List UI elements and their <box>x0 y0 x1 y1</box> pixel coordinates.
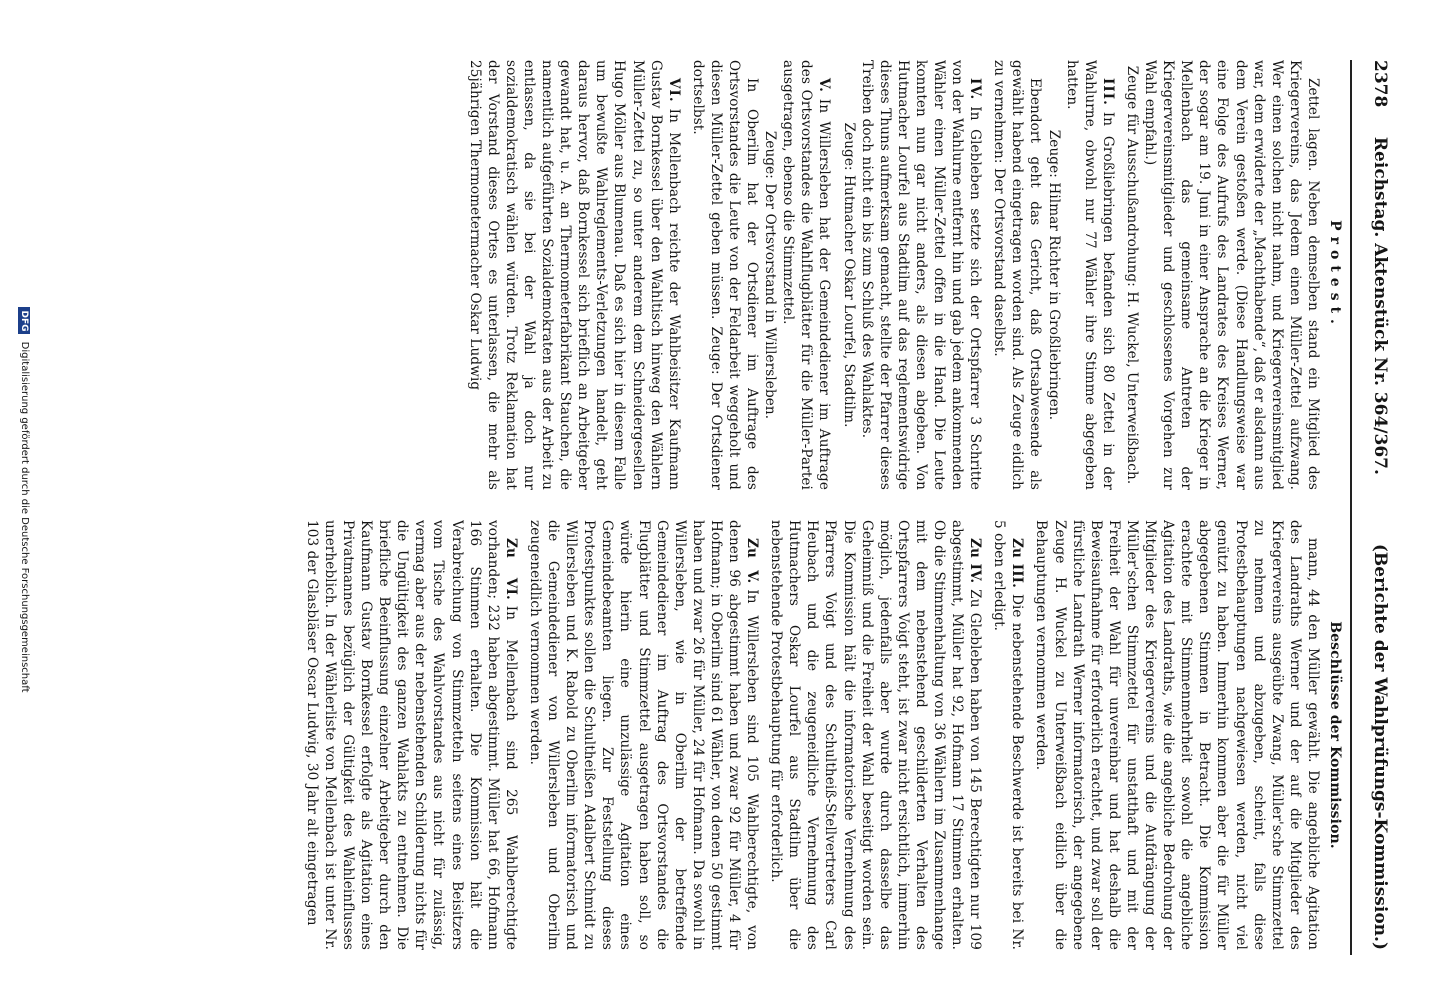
protest-section <box>839 60 984 490</box>
page-header-right: (Berichte der Wahlprüfungs-Kommission.) <box>1370 543 1390 950</box>
protest-intro-text: Zettel lagen. Neben demselben stand ein Mitglied des Kriegervereins, das Jedem einen Müller-Zettel aufzwang. Wer einen solchen nicht nahm, und Kriegervereinsmitglied war, dem erwiderte der „Machthabende“, daß er alsdann aus dem Verein gestoßen werde. (Diese Handlungsweise war eine Folge des Aufrufs des Landrates des Kreises Werner, der sogar am 19. Juni in einer Ansprache an die Krieger in Mellenbach das gemeinsame Antreten der Kriegervereinsmitglieder und geschlossenes Vorgehen zur Wahl empfahl.) <box>1142 60 1321 490</box>
section-text: In Mellenbach reichte der Wahlbeisitzer Kaufmann Gustav Bornkessel über den Wahltisch hinweg den Wählern Müller-Zettel zu, so unter anderem dem Schneidergesellen Hugo Möller aus Blumenau. Daß es sich hier in diesem Falle um bewußte Wahlreglements-Verletzungen handelt, geht daraus hervor, daß Bornkessel sich brieflich an Arbeitgeber gewandt hat, u. A. an Thermometerfabrikant Stauchen, die namentlich aufgeführten Sozialdemokraten aus der Arbeit zu entlassen, da sie bei der Wahl ja doch nur sozialdemokratisch wählen würden. Trotz Reklamation hat der Vorstand dieses Ortes es unterlassen, die mehr als 25jährigen Thermometermacher Oskar Ludwig <box>466 60 682 490</box>
header-rule <box>1350 60 1352 955</box>
section-text: In Glebleben setzte sich der Ortspfarrer 3 Schritte von der Wahlurne entfernt hin und gab jedem ankommenden Wähler einen Müller-Zettel offen in die Hand. Die Leute konnten nun gar nicht anders, als diesen abgeben. Von Hutmacher Lourfel aus Stadtilm auf das reglementswidrige dieses Thuns aufmerksam gemacht, stellte der Pfarrer dieses Treiben doch nicht ein bis zum Schluß des Wahlaktes. <box>858 60 984 490</box>
commission-paragraph <box>303 520 520 950</box>
section-witness: Zeuge: Der Ortsvorstand in Willersleben. <box>762 130 779 420</box>
section-witness: Zeuge: Hilmar Richter in Großliebringen. <box>1045 129 1062 421</box>
commission-column <box>71 520 1346 950</box>
commission-paragraph <box>526 520 761 950</box>
funding-footer <box>8 0 30 1000</box>
protest-paragraph <box>466 60 683 490</box>
commission-paragraph <box>767 520 984 950</box>
page-number: 2378 <box>1370 60 1390 108</box>
protest-paragraph <box>858 60 985 490</box>
section-number: IV. <box>967 78 984 101</box>
protest-sections <box>466 60 1117 490</box>
section-text: Die nebenstehende Beschwerde ist bereits bei Nr. 5 oben erledigt. <box>991 520 1026 950</box>
section-text: In Großliebringen befanden sich 80 Zettel in der Wahlurne, obwohl nur 77 Wähler ihre Stimme abgegeben hatten. <box>1063 60 1116 490</box>
section-text: Zu Glebleben haben von 145 Berechtigten nur 109 abgestimmt, Müller hat 92, Hofmann 17 Stimmen erhalten. Ob die Stimmenhaltung von 36 Wählern im Zusammenhange mit dem nebenstehend geschilderten Verhalten des Ortspfarrers Voigt steht, ist zwar nicht ersichtlich, immerhin möglich, jedenfalls aber wurde durch dasselbe das Geheimniß und die Freiheit der Wahl beseitigt worden sein. Die Kommission hält die informatorische Vernehmung des Pfarrers Voigt und des Schultheiß-Stellvertreters Carl Heubach und die zeugeneidliche Vernehmung des Hutmachers Oskar Lourfel aus Stadtilm über die nebenstehende Protestbehauptung für erforderlich. <box>768 520 984 950</box>
commission-intro-text: mann, 44 den Müller gewählt. Die angebliche Agitation des Landraths Werner und der auf die Mitglieder des Kriegervereins ausgeübte Zwang, Müller'sche Stimmzettel zu nehmen und abzugeben, scheint, falls diese Protestbehauptungen nachgewiesen werden, nicht viel genützt zu haben. Immerhin kommen aber die für Müller abgegebenen Stimmen in Betracht. Die Kommission erachtete mit Stimmenmehrheit sowohl die angebliche Agitation des Landraths, wie die angebliche Bedrohung der Mitglieder des Kriegervereins und die Aufdrängung der Müller'schen Stimmzettel für unstatthaft und mit der Freiheit der Wahl für unvereinbar und hat deshalb die Beweisaufnahme für erforderlich erachtet, und zwar soll der fürstliche Landrath Werner informatorisch, der angegebene Zeuge H. Wuckel zu Unterweißbach eidlich über die Behauptungen vernommen werden. <box>1033 520 1321 950</box>
dfg-logo: DFG <box>18 307 30 334</box>
protest-paragraph <box>779 60 833 490</box>
section-number: Zu V. <box>744 538 761 584</box>
commission-section <box>767 520 984 950</box>
section-text: In Willersleben sind 105 Wahlberechtigte, von denen 96 abgestimmt haben und zwar 92 für Müller, 4 für Hofmann; in Oberilm sind 61 Wähler, von denen 50 gestimmt haben und zwar 26 für Müller, 24 für Hofmann. Da sowohl in Willersleben, wie in Oberilm der betreffende Gemeindediener im Auftrag des Ortsvorstandes die Flugblätter und Stimmzettel ausgetragen haben soll, so würde hierin eine unzulässige Agitation eines Gemeindebeamten liegen. Zur Feststellung dieses Protestpunktes sollen die Schultheißen Adalbert Schmidt zu Willersleben und K. Rabold zu Oberilm informatorisch und die Gemeindediener von Willersleben und Oberilm zeugeneidlich vernommen werden. <box>526 520 761 950</box>
header-title: Reichstag. Aktenstück Nr. 364/367. <box>1370 136 1390 475</box>
protest-section <box>689 60 834 490</box>
page-header-left <box>1354 60 1390 510</box>
commission-section <box>990 520 1026 950</box>
section-extra: In Oberilm hat der Ortsdiener im Auftrage des Ortsvorstandes die Leute von der Feldarbeit weggeholt und diesen Müller-Zettel geben müssen. Zeuge: Der Ortsdiener dortselbst. <box>689 60 761 490</box>
protest-intro-witness: Zeuge für Ausschußandrohung: H. Wuckel, Unterweißbach. <box>1123 65 1140 485</box>
section-number: V. <box>816 78 833 93</box>
section-text: In Willersleben hat der Gemeindediener im Auftrage des Ortsvorstandes die Wahlflugblätter für die Müller-Partei ausgetragen, ebenso die Stimmzettel. <box>780 60 833 490</box>
protest-paragraph <box>1063 60 1117 490</box>
section-number: Zu VI. <box>502 538 519 600</box>
section-extra: Ebendort geht das Gericht, daß Ortsabwesende als gewählt habend eingetragen worden sind. Als Zeuge eidlich zu vernehmen: Der Ortsvorstand daselbst. <box>991 60 1044 490</box>
commission-paragraph <box>990 520 1026 950</box>
section-text: In Mellenbach sind 265 Wahlberechtigte vorhanden; 232 haben abgestimmt. Müller hat 66, Hofmann 166 Stimmen erhalten. Die Kommission hält die Verabreichung von Stimmzetteln seitens eines Beisitzers vom Tische des Wahlvorstandes aus nicht für zulässig, vermag aber aus der nebenstehenden Schilderung nichts für die Ungültigkeit des ganzen Wahlakts zu entnehmen. Die briefliche Beeinflussung einzelner Arbeitgeber durch den Kaufmann Gustav Bornkessel erfolgte als Agitation eines Privatmannes bezüglich der Gültigkeit des Wahleinflusses unerheblich. In der Wählerliste von Mellenbach ist unter Nr. 103 der Glasbläser Oscar Ludwig, 30 Jahr alt eingetragen <box>303 520 519 950</box>
section-number: III. <box>1099 78 1116 106</box>
commission-sections <box>303 520 1027 950</box>
section-number: VI. <box>665 78 682 103</box>
commission-section <box>526 520 761 950</box>
commission-title: Beschlüsse der Kommission. <box>1327 621 1343 849</box>
funding-note: Digitalisierung gefördert durch die Deutsche Forschungsgemeinschaft <box>19 341 30 693</box>
protest-title: Protest. <box>1327 220 1343 330</box>
protest-column <box>71 60 1346 490</box>
commission-intro <box>1032 520 1322 950</box>
protest-section <box>990 60 1117 490</box>
section-number: Zu IV. <box>967 538 984 584</box>
section-number: Zu III. <box>1009 538 1026 588</box>
protest-intro <box>1123 60 1322 490</box>
commission-section <box>303 520 520 950</box>
protest-section <box>466 60 683 490</box>
section-witness: Zeuge: Hutmacher Oskar Lourfel, Stadtilm. <box>840 122 857 428</box>
